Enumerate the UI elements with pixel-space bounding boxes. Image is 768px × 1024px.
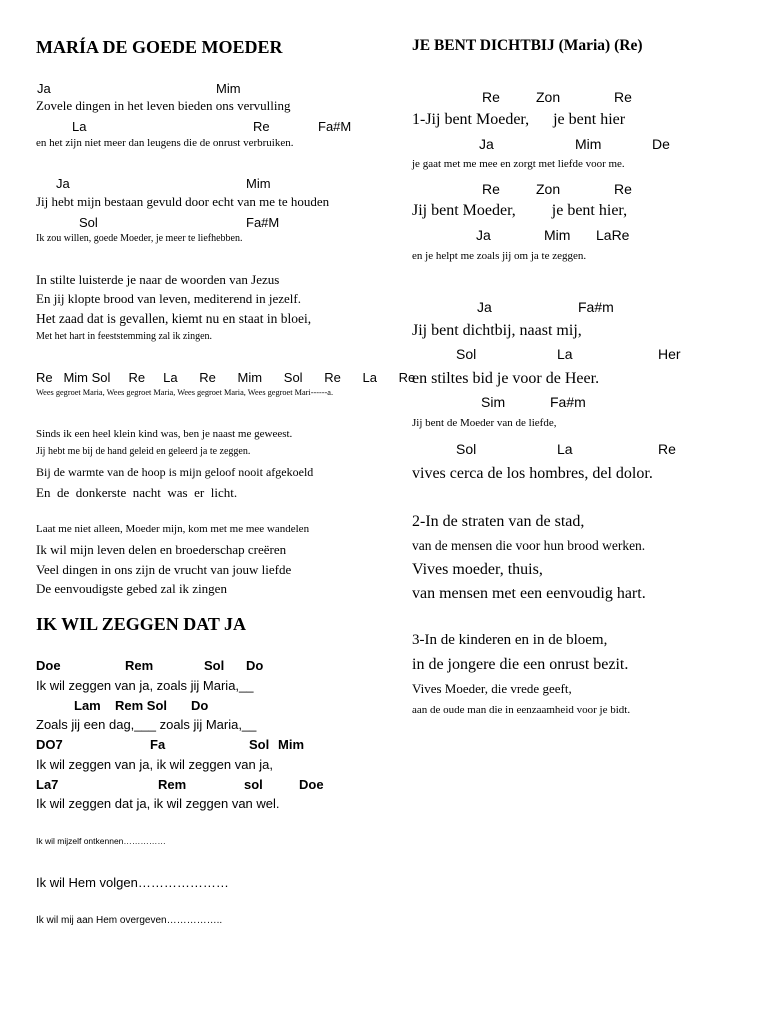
lyric-line: Het zaad dat is gevallen, kiemt nu en staat in bloei, [36, 311, 312, 326]
lyric-line: Jij hebt me bij de hand geleid en geleerd ja te zeggen. [36, 446, 251, 457]
chord: Sol [204, 658, 225, 673]
chord: Doe [36, 658, 61, 673]
lyric-line: Ik zou willen, goede Moeder, je meer te liefhebben. [36, 233, 243, 244]
lyric-line: En de donkerste nacht was er licht. [36, 485, 238, 500]
refrain-line: Wees gegroet Maria, Wees gegroet Maria, Wees gegroet Maria, Wees gegroet Mari------a. [36, 388, 334, 397]
lyric-line: Zoals jij een dag,___ zoals jij Maria,__ [36, 717, 257, 732]
lyric-line: Ik wil mij aan Hem overgeven…………….. [36, 915, 223, 926]
chord: Lam [74, 698, 101, 713]
chord: Re [658, 441, 676, 457]
chord: Fa#M [246, 215, 280, 230]
chord: Fa [150, 737, 166, 752]
lyric-line: Veel dingen in ons zijn de vrucht van jouw liefde [36, 562, 292, 577]
refrain-chord-line: Re Mim Sol Re La Re Mim Sol Re La Re [36, 370, 416, 385]
chord-line [0, 699, 380, 715]
lyric-line: Zovele dingen in het leven bieden ons vervulling [36, 98, 291, 113]
lyric-line: Ik wil mijzelf ontkennen…………… [36, 836, 166, 846]
chord-line [400, 300, 760, 316]
chord: Ja [56, 176, 70, 191]
song-title-je-bent-dichtbij: JE BENT DICHTBIJ (Maria) (Re) [412, 37, 643, 54]
chord-line [0, 120, 380, 136]
chord-line [0, 216, 380, 232]
chord-line [400, 90, 760, 106]
lyric-line: Jij bent Moeder, je bent hier, [412, 202, 628, 219]
lyric-line: je gaat met me mee en zorgt met liefde voor me. [412, 158, 625, 170]
chord: De [652, 136, 670, 152]
chord-line [0, 778, 380, 794]
chord: Do [246, 658, 264, 673]
chord: Ja [479, 136, 494, 152]
song-title-ik-wil-zeggen-dat-ja: IK WIL ZEGGEN DAT JA [36, 614, 247, 634]
lyric-line: Ik wil mijn leven delen en broederschap creëren [36, 542, 287, 557]
chord: Sol [456, 346, 477, 362]
chord-line [400, 182, 760, 198]
chord: Mim [216, 81, 241, 96]
chord-line [400, 347, 760, 363]
chord: Fa#M [318, 119, 352, 134]
lyric-line: en stiltes bid je voor de Heer. [412, 370, 600, 387]
lyric-line: Laat me niet alleen, Moeder mijn, kom met me mee wandelen [36, 523, 310, 535]
lyric-line: Vives moeder, thuis, [412, 561, 543, 578]
chord: Rem [125, 658, 154, 673]
chord: Re [614, 181, 632, 197]
chord: La7 [36, 777, 59, 792]
chord: Sim [481, 394, 506, 410]
lyric-line: vives cerca de los hombres, del dolor. [412, 465, 653, 482]
chord: Fa#m [550, 394, 586, 410]
chord: Rem Sol [115, 698, 168, 713]
chord: DO7 [36, 737, 63, 752]
chord: Re [482, 181, 500, 197]
chord: Doe [299, 777, 324, 792]
chord-line [0, 177, 380, 193]
lyric-line: en het zijn niet meer dan leugens die de onrust verbruiken. [36, 137, 294, 149]
chord: Zon [536, 181, 561, 197]
chord: LaRe [596, 227, 630, 243]
chord: sol [244, 777, 263, 792]
lyric-line: en je helpt me zoals jij om ja te zeggen. [412, 250, 587, 262]
chord: La [557, 441, 573, 457]
lyric-line: Met het hart in feeststemming zal ik zingen. [36, 331, 213, 342]
chord-line [400, 228, 760, 244]
lyric-line: Sinds ik een heel klein kind was, ben je naast me geweest. [36, 428, 293, 440]
chord-line [0, 738, 380, 754]
chord: Re [482, 89, 500, 105]
chord: Mim [246, 176, 271, 191]
chord: Ja [37, 81, 51, 96]
lyric-line: Ik wil zeggen van ja, zoals jij Maria,__ [36, 678, 254, 693]
chord: Zon [536, 89, 561, 105]
lyric-line: Ik wil zeggen van ja, ik wil zeggen van ja, [36, 757, 274, 772]
lyric-line: in de jongere die een onrust bezit. [412, 656, 629, 673]
chord: Her [658, 346, 681, 362]
chord: Mim [278, 737, 304, 752]
chord: Re [614, 89, 632, 105]
chord: Fa#m [578, 299, 614, 315]
lyric-line: In stilte luisterde je naar de woorden van Jezus [36, 272, 280, 287]
chord: Do [191, 698, 209, 713]
chord-line [0, 659, 380, 675]
chord: Rem [158, 777, 187, 792]
lyric-line: En jij klopte brood van leven, mediterend in jezelf. [36, 291, 301, 306]
chord: Sol [249, 737, 270, 752]
chord: Mim [544, 227, 571, 243]
song-title-maria-de-goede-moeder: MARÍA DE GOEDE MOEDER [36, 37, 283, 57]
lyric-line: 1-Jij bent Moeder, je bent hier [412, 111, 626, 128]
chord: Ja [477, 299, 492, 315]
chord-line [400, 442, 760, 458]
lyric-line: 3-In de kinderen en in de bloem, [412, 632, 608, 648]
lyric-line: Vives Moeder, die vrede geeft, [412, 681, 572, 696]
lyric-line: van de mensen die voor hun brood werken. [412, 538, 646, 553]
lyric-line: van mensen met een eenvoudig hart. [412, 585, 646, 602]
lyric-line: 2-In de straten van de stad, [412, 513, 585, 530]
lyric-line: aan de oude man die in eenzaamheid voor je bidt. [412, 704, 631, 716]
chord: Ja [476, 227, 491, 243]
lyric-line: Ik wil Hem volgen………………… [36, 875, 229, 890]
lyric-line: Bij de warmte van de hoop is mijn geloof nooit afgekoeld [36, 465, 314, 479]
chord: Re [253, 119, 270, 134]
chord: La [557, 346, 573, 362]
lyric-line: Ik wil zeggen dat ja, ik wil zeggen van wel. [36, 796, 280, 811]
chord: La [72, 119, 87, 134]
chord: Mim [575, 136, 602, 152]
chord: Sol [79, 215, 98, 230]
lyric-line: Jij bent de Moeder van de liefde, [412, 417, 557, 429]
lyric-line: De eenvoudigste gebed zal ik zingen [36, 581, 227, 596]
lyric-line: Jij hebt mijn bestaan gevuld door echt van me te houden [36, 194, 330, 209]
chord-line [400, 137, 760, 153]
chord: Sol [456, 441, 477, 457]
lyric-line: Jij bent dichtbij, naast mij, [412, 322, 582, 339]
chord-line [0, 82, 380, 98]
chord-line [400, 395, 760, 411]
